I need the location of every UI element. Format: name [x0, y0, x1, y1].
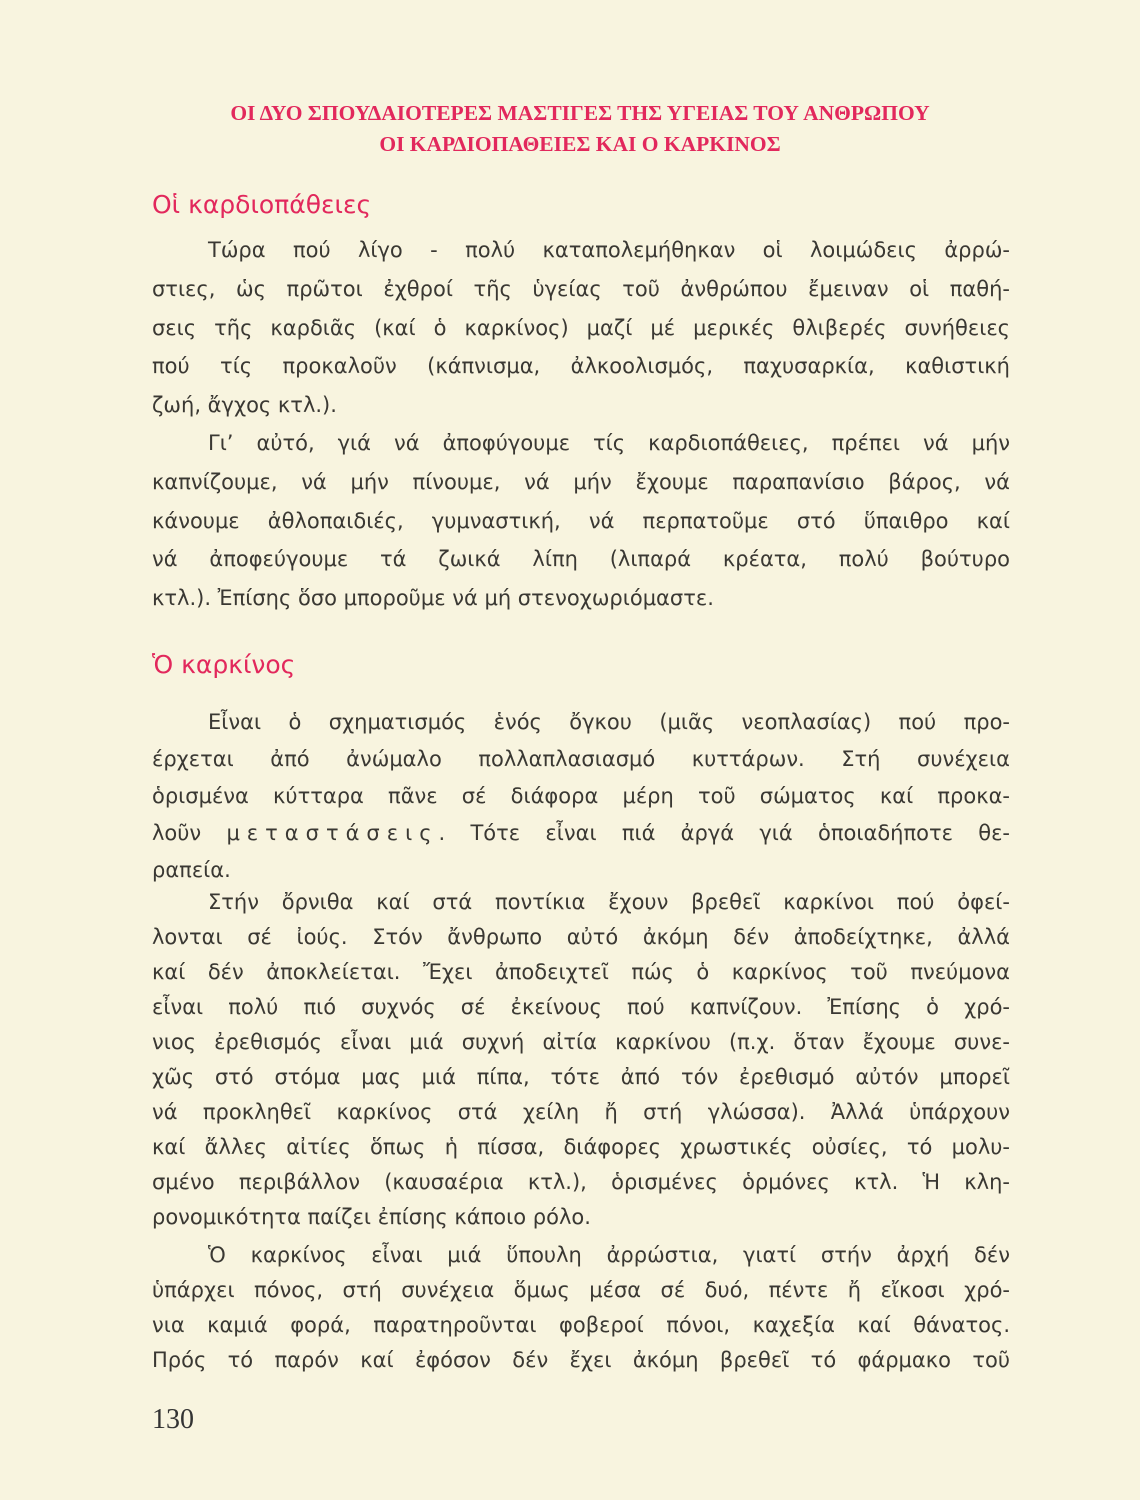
text-line: νιος ἐρεθισμός εἶναι μιά συχνή αἰτία καρκίνου (π.χ. ὅταν ἔχουμε συνε-	[152, 1030, 1010, 1054]
paragraph	[152, 431, 1010, 625]
paragraph	[152, 710, 1010, 895]
text-line: καί ἄλλες αἰτίες ὅπως ἡ πίσσα, διάφορες χρωστικές οὐσίες, τό μολυ-	[152, 1135, 1010, 1159]
text-line: Εἶναι ὁ σχηματισμός ἑνός ὄγκου (μιᾶς νεοπλασίας) πού προ-	[208, 710, 1010, 734]
text-line: σεις τῆς καρδιᾶς (καί ὁ καρκίνος) μαζί μέ μερικές θλιβερές συνήθειες	[152, 315, 1010, 340]
paragraph	[152, 238, 1010, 432]
text-line: Τώρα πού λίγο - πολύ καταπολεμήθηκαν οἱ λοιμώδεις ἀρρώ-	[208, 238, 1010, 262]
text-line: κάνουμε ἀθλοπαιδιές, γυμναστική, νά περπατοῦμε στό ὕπαιθρο καί	[152, 508, 1010, 533]
paragraph	[152, 890, 1010, 1240]
chapter-title-line-2: ΟΙ ΚΑΡΔΙΟΠΑΘΕΙΕΣ ΚΑΙ Ο ΚΑΡΚΙΝΟΣ	[379, 132, 781, 156]
text-line: σμένο περιβάλλον (καυσαέρια κτλ.), ὁρισμένες ὁρμόνες κτλ. Ἡ κλη-	[152, 1170, 1010, 1194]
text-line: καπνίζουμε, νά μήν πίνουμε, νά μήν ἔχουμε παραπανίσιο βάρος, νά	[152, 469, 1010, 494]
text-line: λονται σέ ἰούς. Στόν ἄνθρωπο αὐτό ἀκόμη δέν ἀποδείχτηκε, ἀλλά	[152, 925, 1010, 949]
text-line: ὑπάρχει πόνος, στή συνέχεια ὅμως μέσα σέ δυό, πέντε ἤ εἴκοσι χρό-	[152, 1278, 1010, 1302]
text-line: καί δέν ἀποκλείεται. Ἔχει ἀποδειχτεῖ πώς ὁ καρκίνος τοῦ πνεύμονα	[152, 960, 1010, 984]
text-line: στιες, ὡς πρῶτοι ἐχθροί τῆς ὑγείας τοῦ ἀνθρώπου ἔμειναν οἱ παθή-	[152, 276, 1010, 301]
paragraph	[152, 1243, 1010, 1383]
text-line: έρχεται ἀπό ἀνώμαλο πολλαπλασιασμό κυττάρων. Στή συνέχεια	[152, 747, 1010, 771]
text-line: Στήν ὄρνιθα καί στά ποντίκια ἔχουν βρεθεῖ καρκίνοι πού ὀφεί-	[208, 890, 1010, 914]
text-line: ζωή, ἄγχος κτλ.).	[152, 393, 337, 417]
text-line: νά προκληθεῖ καρκίνος στά χείλη ἤ στή γλώσσα). Ἀλλά ὑπάρχουν	[152, 1100, 1010, 1124]
text-line: Γι’ αὐτό, γιά νά ἀποφύγουμε τίς καρδιοπάθειες, πρέπει νά μήν	[208, 431, 1010, 455]
text-line: λοῦν μεταστάσεις. Τότε εἶναι πιά ἀργά γιά ὁποιαδήποτε θε-	[152, 821, 1011, 845]
text-line: νά ἀποφεύγουμε τά ζωικά λίπη (λιπαρά κρέατα, πολύ βούτυρο	[152, 547, 1010, 572]
text-line: χῶς στό στόμα μας μιά πίπα, τότε ἀπό τόν ἐρεθισμό αὐτόν μπορεῖ	[152, 1065, 1010, 1089]
emphasized-term: μεταστάσεις	[226, 821, 439, 845]
text-line: ρονομικότητα παίζει ἐπίσης κάποιο ρόλο.	[152, 1205, 591, 1229]
section-heading-heart-disease: Οἱ καρδιοπάθειες	[152, 190, 372, 219]
text-line: Πρός τό παρόν καί ἐφόσον δέν ἔχει ἀκόμη βρεθεῖ τό φάρμακο τοῦ	[152, 1348, 1010, 1372]
text-line: ὁρισμένα κύτταρα πᾶνε σέ διάφορα μέρη τοῦ σώματος καί προκα-	[152, 784, 1010, 808]
text-line: πού τίς προκαλοῦν (κάπνισμα, ἀλκοολισμός, παχυσαρκία, καθιστική	[152, 354, 1010, 379]
text-line: κτλ.). Ἐπίσης ὅσο μποροῦμε νά μή στενοχωριόμαστε.	[152, 586, 714, 610]
text-line: Ὁ καρκίνος εἶναι μιά ὕπουλη ἀρρώστια, γιατί στήν ἀρχή δέν	[208, 1243, 1010, 1267]
text-line: εἶναι πολύ πιό συχνός σέ ἐκείνους πού καπνίζουν. Ἐπίσης ὁ χρό-	[152, 995, 1010, 1019]
section-heading-cancer: Ὁ καρκίνος	[152, 650, 296, 679]
text-line: νια καμιά φορά, παρατηροῦνται φοβεροί πόνοι, καχεξία καί θάνατος.	[152, 1313, 1010, 1337]
chapter-title-line-1: ΟΙ ΔΥΟ ΣΠΟΥΔΑΙΟΤΕΡΕΣ ΜΑΣΤΙΓΕΣ ΤΗΣ ΥΓΕΙΑΣ ΤΟΥ ΑΝΘΡΩΠΟΥ	[230, 101, 930, 125]
text-line: ραπεία.	[152, 858, 231, 882]
chapter-title	[140, 98, 1020, 160]
page-number: 130	[152, 1404, 194, 1435]
